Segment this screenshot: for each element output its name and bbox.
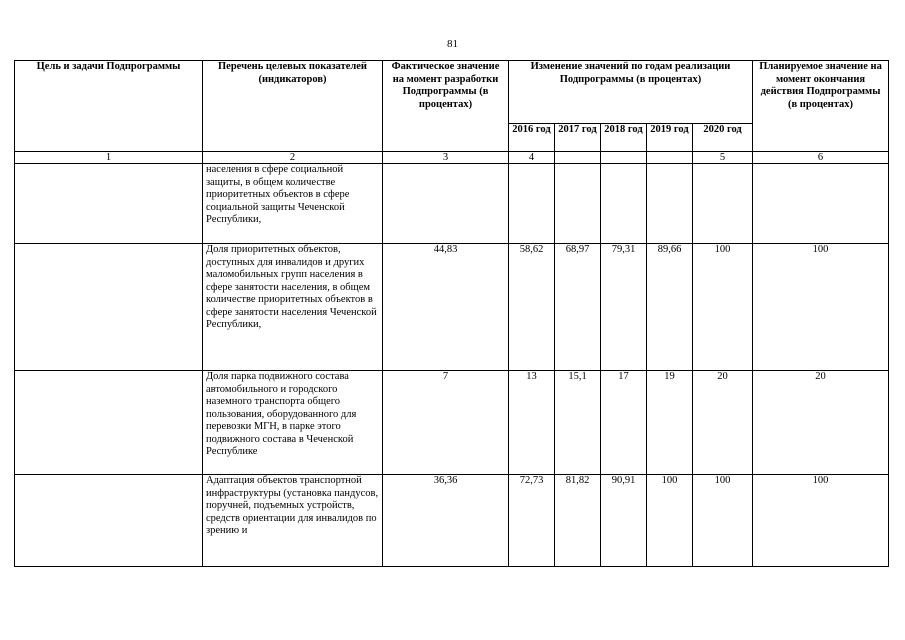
- column-number: 6: [753, 152, 889, 164]
- header-change-by-years: Изменение значений по годам реализации Подпрограммы (в процентах): [509, 61, 753, 124]
- header-year-2017: 2017 год: [555, 124, 601, 152]
- planned-value-cell: 100: [753, 475, 889, 567]
- value-2018-cell: [601, 164, 647, 244]
- value-2020-cell: 20: [693, 371, 753, 475]
- table-row: [15, 164, 889, 244]
- value-2019-cell: 89,66: [647, 244, 693, 371]
- header-year-2019: 2019 год: [647, 124, 693, 152]
- value-2018-cell: 90,91: [601, 475, 647, 567]
- goal-cell: [15, 475, 203, 567]
- indicator-cell: населения в сфере социальной защиты, в общем количестве приоритетных объектов в сфере социальной защиты Чеченской Республики,: [203, 164, 383, 244]
- value-2016-cell: 13: [509, 371, 555, 475]
- actual-value-cell: 36,36: [383, 475, 509, 567]
- header-indicators: Перечень целевых показателей (индикаторов): [203, 61, 383, 152]
- value-2020-cell: 100: [693, 475, 753, 567]
- header-year-2016: 2016 год: [509, 124, 555, 152]
- value-2017-cell: 68,97: [555, 244, 601, 371]
- value-2017-cell: [555, 164, 601, 244]
- value-2018-cell: 17: [601, 371, 647, 475]
- table-row: [15, 475, 889, 567]
- column-number: 5: [693, 152, 753, 164]
- goal-cell: [15, 244, 203, 371]
- actual-value-cell: [383, 164, 509, 244]
- header-goal: Цель и задачи Подпрограммы: [15, 61, 203, 152]
- table-row: [15, 244, 889, 371]
- planned-value-cell: 100: [753, 244, 889, 371]
- header-actual-value: Фактическое значение на момент разработки Подпрограммы (в процентах): [383, 61, 509, 152]
- goal-cell: [15, 371, 203, 475]
- indicator-cell: Доля приоритетных объектов, доступных для инвалидов и других маломобильных групп населения в сфере занятости населения, в общем количестве приоритетных объектов в сфере занятости населения Чеченской Республики,: [203, 244, 383, 371]
- value-2020-cell: [693, 164, 753, 244]
- column-number: [601, 152, 647, 164]
- value-2016-cell: 58,62: [509, 244, 555, 371]
- goal-cell: [15, 164, 203, 244]
- actual-value-cell: 7: [383, 371, 509, 475]
- planned-value-cell: 20: [753, 371, 889, 475]
- value-2016-cell: 72,73: [509, 475, 555, 567]
- planned-value-cell: [753, 164, 889, 244]
- value-2019-cell: 19: [647, 371, 693, 475]
- column-number: 3: [383, 152, 509, 164]
- indicators-table: [14, 60, 889, 567]
- column-number: 4: [509, 152, 555, 164]
- value-2017-cell: 81,82: [555, 475, 601, 567]
- value-2017-cell: 15,1: [555, 371, 601, 475]
- page-number: 81: [447, 38, 458, 50]
- actual-value-cell: 44,83: [383, 244, 509, 371]
- value-2016-cell: [509, 164, 555, 244]
- column-number: [555, 152, 601, 164]
- column-number: 1: [15, 152, 203, 164]
- indicator-cell: Адаптация объектов транспортной инфраструктуры (установка пандусов, поручней, подъемных устройств, средств ориентации для инвалидов по зрению и: [203, 475, 383, 567]
- column-number: [647, 152, 693, 164]
- value-2019-cell: [647, 164, 693, 244]
- table-row: [15, 371, 889, 475]
- column-number: 2: [203, 152, 383, 164]
- header-year-2020: 2020 год: [693, 124, 753, 152]
- header-year-2018: 2018 год: [601, 124, 647, 152]
- header-planned-value: Планируемое значение на момент окончания действия Подпрограммы (в процентах): [753, 61, 889, 152]
- value-2018-cell: 79,31: [601, 244, 647, 371]
- indicator-cell: Доля парка подвижного состава автомобильного и городского наземного транспорта общего пользования, оборудованного для перевозки МГН, в парке этого подвижного состава в Чеченской Республике: [203, 371, 383, 475]
- value-2020-cell: 100: [693, 244, 753, 371]
- value-2019-cell: 100: [647, 475, 693, 567]
